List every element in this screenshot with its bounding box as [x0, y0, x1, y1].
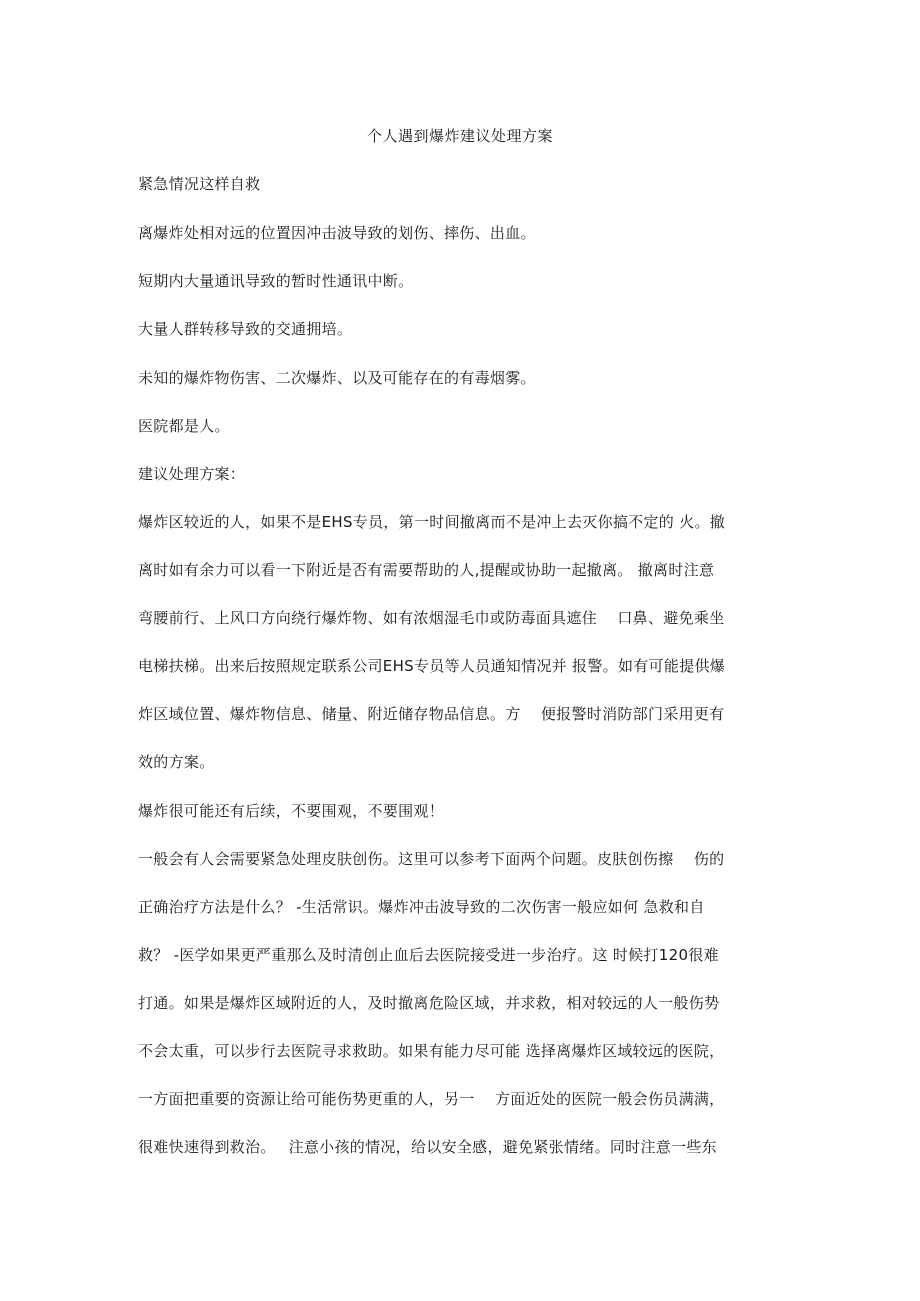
paragraph2-line: 正确治疗方法是什么？ -生活常识。爆炸冲击波导致的二次伤害一般应如何 急救和自: [138, 898, 705, 916]
paragraph1-line: 离时如有余力可以看一下附近是否有需要帮助的人,提醒或协助一起撤离。 撤离时注意: [138, 561, 715, 579]
list-item: 离爆炸处相对远的位置因冲击波导致的划伤、摔伤、出血。: [138, 224, 536, 242]
paragraph1-line: 效的方案。: [138, 753, 215, 771]
paragraph1-line: 弯腰前行、上风口方向绕行爆炸物、如有浓烟湿毛巾或防毒面具遮住 口鼻、避免乘坐: [138, 609, 725, 627]
list-item: 未知的爆炸物伤害、二次爆炸、以及可能存在的有毒烟雾。: [138, 369, 536, 387]
list-item: 短期内大量通讯导致的暂时性通讯中断。: [138, 272, 414, 290]
paragraph2-line: 打通。如果是爆炸区域附近的人，及时撤离危险区域，并求救，相对较远的人一般伤势: [138, 994, 720, 1012]
paragraph2-line: 救？ -医学如果更严重那么及时清创止血后去医院接受进一步治疗。这 时候打120很难: [138, 946, 719, 964]
document-title: 个人遇到爆炸建议处理方案: [366, 127, 553, 145]
paragraph2-line: 很难快速得到救治。 注意小孩的情况，给以安全感，避免紧张情绪。同时注意一些东: [138, 1138, 717, 1156]
paragraph1-line: 炸区域位置、爆炸物信息、储量、附近储存物品信息。方 便报警时消防部门采用更有: [138, 705, 725, 723]
heading-emergency: 紧急情况这样自救: [138, 175, 261, 193]
warning-line: 爆炸很可能还有后续，不要围观，不要围观！: [138, 802, 445, 820]
list-item: 大量人群转移导致的交通拥培。: [138, 320, 353, 338]
paragraph1-line: 电梯扶梯。出来后按照规定联系公司EHS专员等人员通知情况并 报警。如有可能提供爆: [138, 657, 726, 675]
paragraph2-line: 一方面把重要的资源让给可能伤势更重的人，另一 方面近处的医院一般会伤员满满，: [138, 1090, 725, 1108]
paragraph2-line: 不会太重，可以步行去医院寻求救助。如果有能力尽可能 选择离爆炸区域较远的医院，: [138, 1042, 725, 1060]
paragraph1-line: 爆炸区较近的人，如果不是EHS专员，第一时间撤离而不是冲上去灭你搞不定的 火。撤: [138, 513, 726, 531]
paragraph2-line: 一般会有人会需要紧急处理皮肤创伤。这里可以参考下面两个问题。皮肤创伤擦 伤的: [138, 850, 725, 868]
heading-suggestion: 建议处理方案：: [138, 465, 246, 483]
list-item: 医院都是人。: [138, 417, 230, 435]
